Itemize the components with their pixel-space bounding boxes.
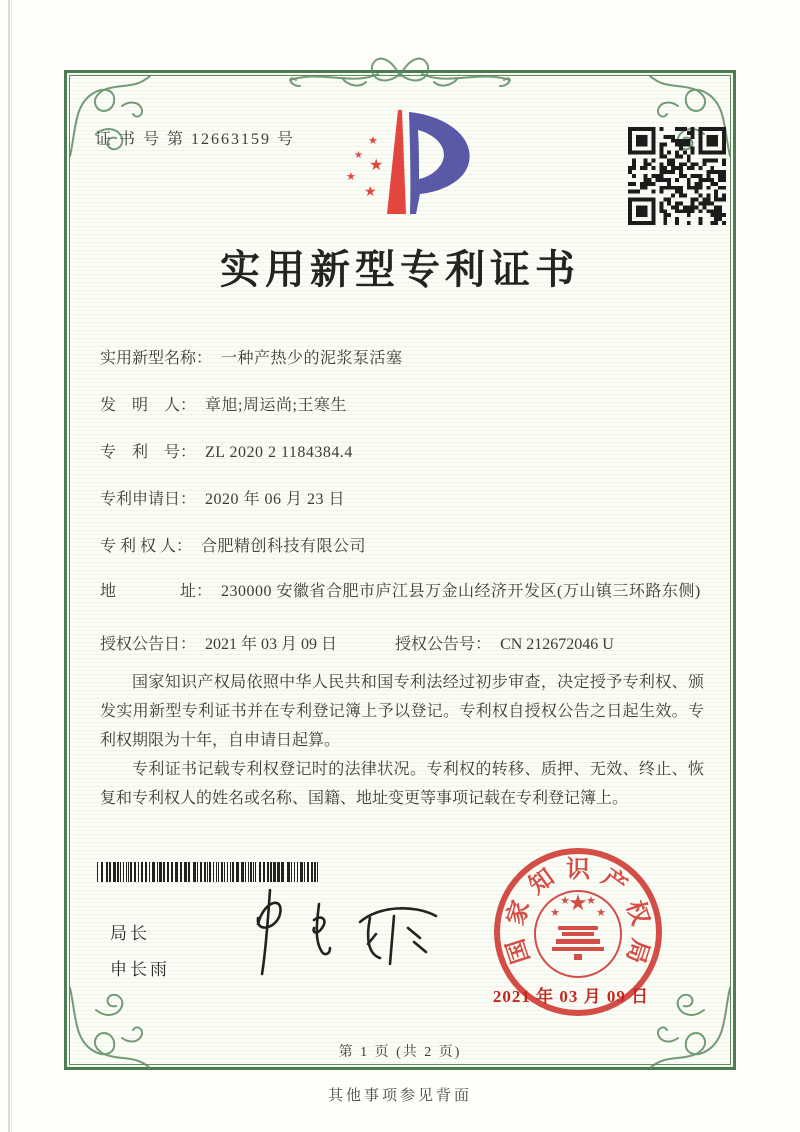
field-value: CN 212672046 U (500, 636, 614, 653)
field-label: 专 利 号 (100, 444, 181, 461)
barcode (97, 860, 321, 884)
page-edge-shadow (8, 0, 10, 1132)
field-row-patent-name (100, 347, 708, 370)
seal-char: 知 (524, 864, 560, 900)
seal-char: 局 (620, 935, 654, 967)
seal-char: 家 (502, 897, 536, 929)
field-colon: ： (180, 444, 197, 461)
field-label: 授权公告号 (395, 636, 476, 653)
field-label: 授权公告日 (100, 636, 181, 653)
page-number: 第 1 页 (共 2 页) (338, 1045, 462, 1060)
field-row-inventors (100, 394, 708, 417)
field-colon: ： (180, 491, 197, 508)
cnipa-logo (328, 100, 478, 228)
emblem-star-icon: ★ (586, 895, 596, 907)
field-row-patent-number (100, 441, 708, 464)
emblem-star-icon: ★ (568, 890, 588, 915)
field-value: 2021 年 03 月 09 日 (205, 636, 338, 653)
field-colon: ： (475, 636, 492, 653)
seal-char: 国 (502, 935, 536, 967)
field-row-filing-date (100, 488, 708, 511)
logo-star-icon: ★ (369, 157, 384, 174)
commissioner-name: 申长雨 (110, 960, 170, 979)
field-label: 专 利 权 人 (100, 538, 177, 555)
field-row-grant (100, 633, 708, 656)
field-value: 章旭;周运尚;王寒生 (205, 397, 347, 414)
qr-code (628, 127, 726, 225)
field-value: 一种产热少的泥浆泵活塞 (221, 350, 403, 367)
certificate-number: 证 书 号 第 12663159 号 (95, 131, 296, 148)
field-value: ZL 2020 2 1184384.4 (205, 444, 353, 461)
field-label: 实用新型名称 (100, 350, 197, 367)
national-emblem-icon (535, 890, 621, 977)
commissioner-block (110, 916, 170, 988)
logo-star-icon: ★ (364, 185, 377, 200)
commissioner-signature (218, 882, 453, 982)
seal-char: 识 (566, 857, 590, 883)
field-row-patentee (100, 535, 708, 558)
field-label: 地 址 (100, 583, 197, 600)
field-label: 专利申请日 (100, 491, 181, 508)
seal-date: 2021 年 03 月 09 日 (492, 987, 650, 1006)
seal-char: 产 (596, 864, 632, 900)
field-colon: ： (180, 397, 197, 414)
field-colon: ： (196, 350, 213, 367)
field-colon: ： (176, 538, 193, 555)
legal-paragraph: 国家知识产权局依照中华人民共和国专利法经过初步审查，决定授予专利权、颁发实用新型专利证书并在专利登记簿上予以登记。专利权自授权公告之日起生效。专利权期限为十年，自申请日起算。 (100, 674, 704, 749)
back-side-note: 其他事项参见背面 (327, 1088, 472, 1104)
field-value: 230000 安徽省合肥市庐江县万金山经济开发区(万山镇三环路东侧) (221, 583, 701, 600)
page-edge-highlight (11, 0, 12, 1132)
logo-star-icon: ★ (346, 171, 356, 183)
emblem-star-icon: ★ (550, 907, 560, 919)
field-value: 2020 年 06 月 23 日 (205, 491, 346, 508)
field-colon: ： (180, 636, 197, 653)
logo-star-icon: ★ (354, 150, 363, 161)
certificate-title: 实用新型专利证书 (220, 247, 580, 292)
field-row-address (100, 580, 708, 603)
emblem-star-icon: ★ (560, 895, 570, 907)
legal-paragraph: 专利证书记载专利权登记时的法律状况。专利权的转移、质押、无效、终止、恢复和专利权人的姓名或名称、国籍、地址变更等事项记载在专利登记簿上。 (100, 761, 704, 807)
seal-char: 权 (620, 897, 654, 929)
field-value: 合肥精创科技有限公司 (201, 538, 367, 555)
field-colon: ： (196, 583, 213, 600)
logo-star-icon: ★ (368, 135, 378, 147)
emblem-star-icon: ★ (596, 907, 606, 919)
legal-text (100, 668, 704, 813)
commissioner-title: 局长 (110, 924, 150, 943)
field-label: 发 明 人 (100, 397, 181, 414)
